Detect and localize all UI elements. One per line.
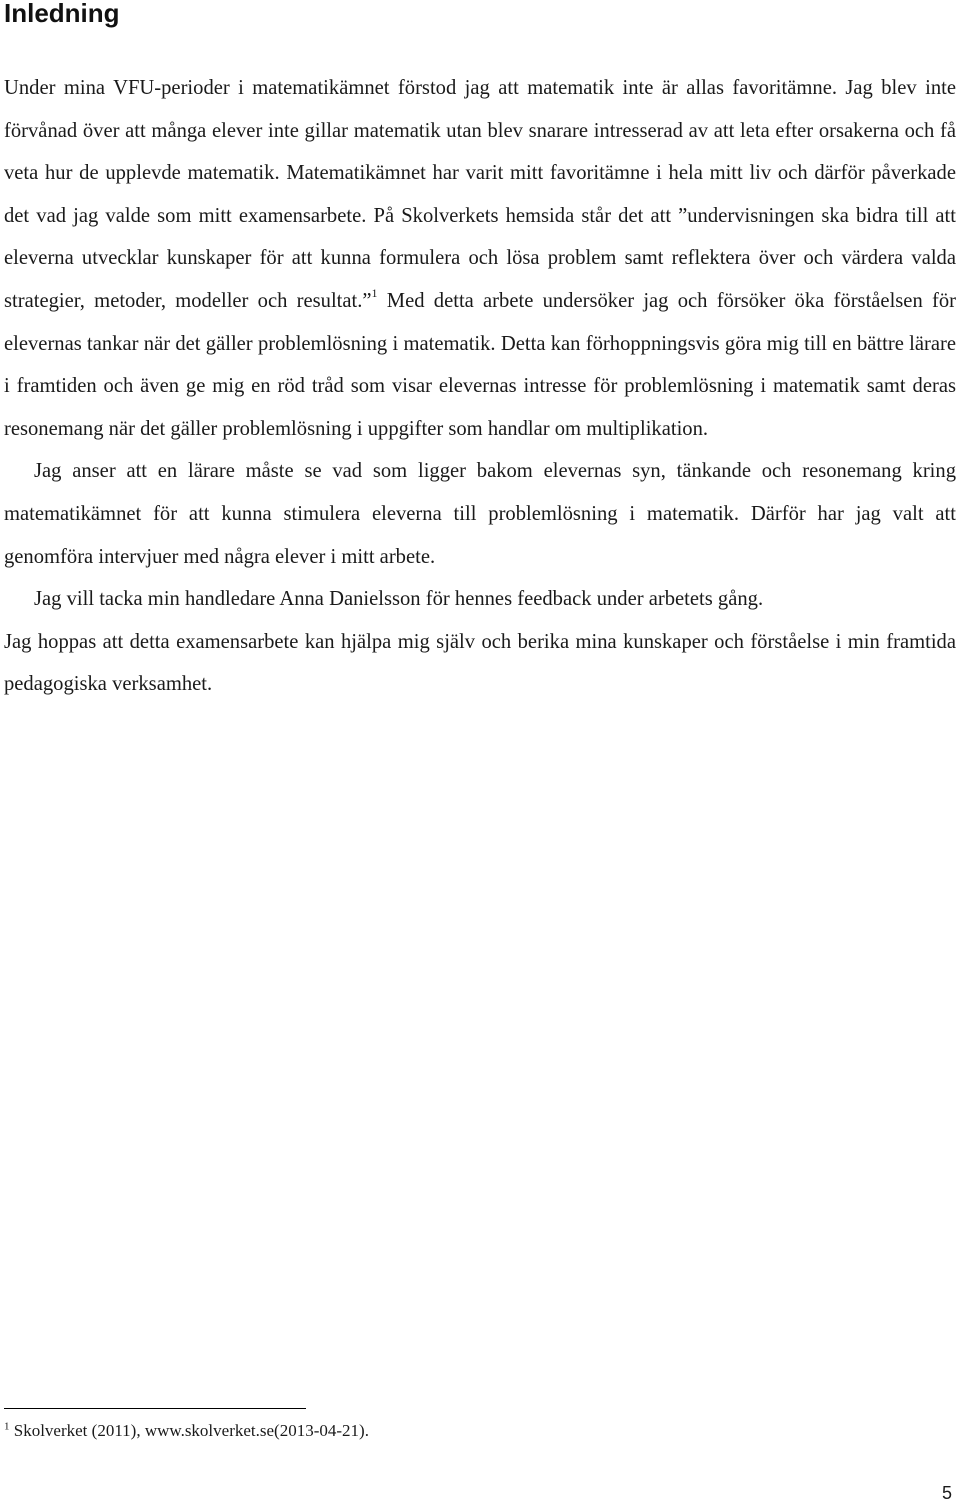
footnote-reference: 1 — [371, 285, 378, 300]
section-heading: Inledning — [4, 0, 120, 28]
footnote-number: 1 — [4, 1420, 10, 1433]
paragraph-interviews: Jag anser att en lärare måste se vad som ligger bakom elevernas syn, tänkande och resonemang kring matematikämnet för att kunna stimulera eleverna till problemlösning i matematik. Därför har jag valt att genomföra intervjuer med några elever i mitt arbete. — [4, 460, 956, 568]
paragraph-intro-text-1: Under mina VFU-perioder i matematikämnet förstod jag att matematik inte är allas favoritämne. Jag blev inte förvånad över att många elever inte gillar matematik utan blev snarare intresserad av att leta efter orsakerna och få veta hur de upplevde matematik. Matematikämnet har varit mitt favoritämne i hela mitt liv och därför påverkade det vad jag valde som mitt examensarbete. På Skolverkets hemsida står det att ”undervisningen ska bidra till att eleverna utvecklar kunskaper för att kunna formulera och lösa problem samt reflektera över och värdera valda strategier, metoder, modeller och resultat.” — [4, 77, 956, 312]
paragraph-hope: Jag hoppas att detta examensarbete kan hjälpa mig själv och berika mina kunskaper och förståelse i min framtida pedagogiska verksamhet. — [4, 630, 956, 696]
paragraph-thanks: Jag vill tacka min handledare Anna Danielsson för hennes feedback under arbetets gång. — [34, 588, 764, 611]
footnote — [4, 1421, 369, 1441]
footnote-separator — [4, 1408, 306, 1409]
body-text — [4, 67, 956, 706]
paragraph-intro — [4, 67, 956, 450]
footnote-text: Skolverket (2011), www.skolverket.se(2013-04-21). — [9, 1421, 369, 1440]
page-number: 5 — [941, 1483, 952, 1503]
paragraph-intro-text-2: Med detta arbete undersöker jag och försöker öka förståelsen för elevernas tankar när det gäller problemlösning i matematik. Detta kan förhoppningsvis göra mig till en bättre lärare i framtiden och även ge mig en röd tråd som visar elevernas intresse för problemlösning i matematik samt deras resonemang när det gäller problemlösning i uppgifter som handlar om multiplikation. — [4, 289, 956, 440]
